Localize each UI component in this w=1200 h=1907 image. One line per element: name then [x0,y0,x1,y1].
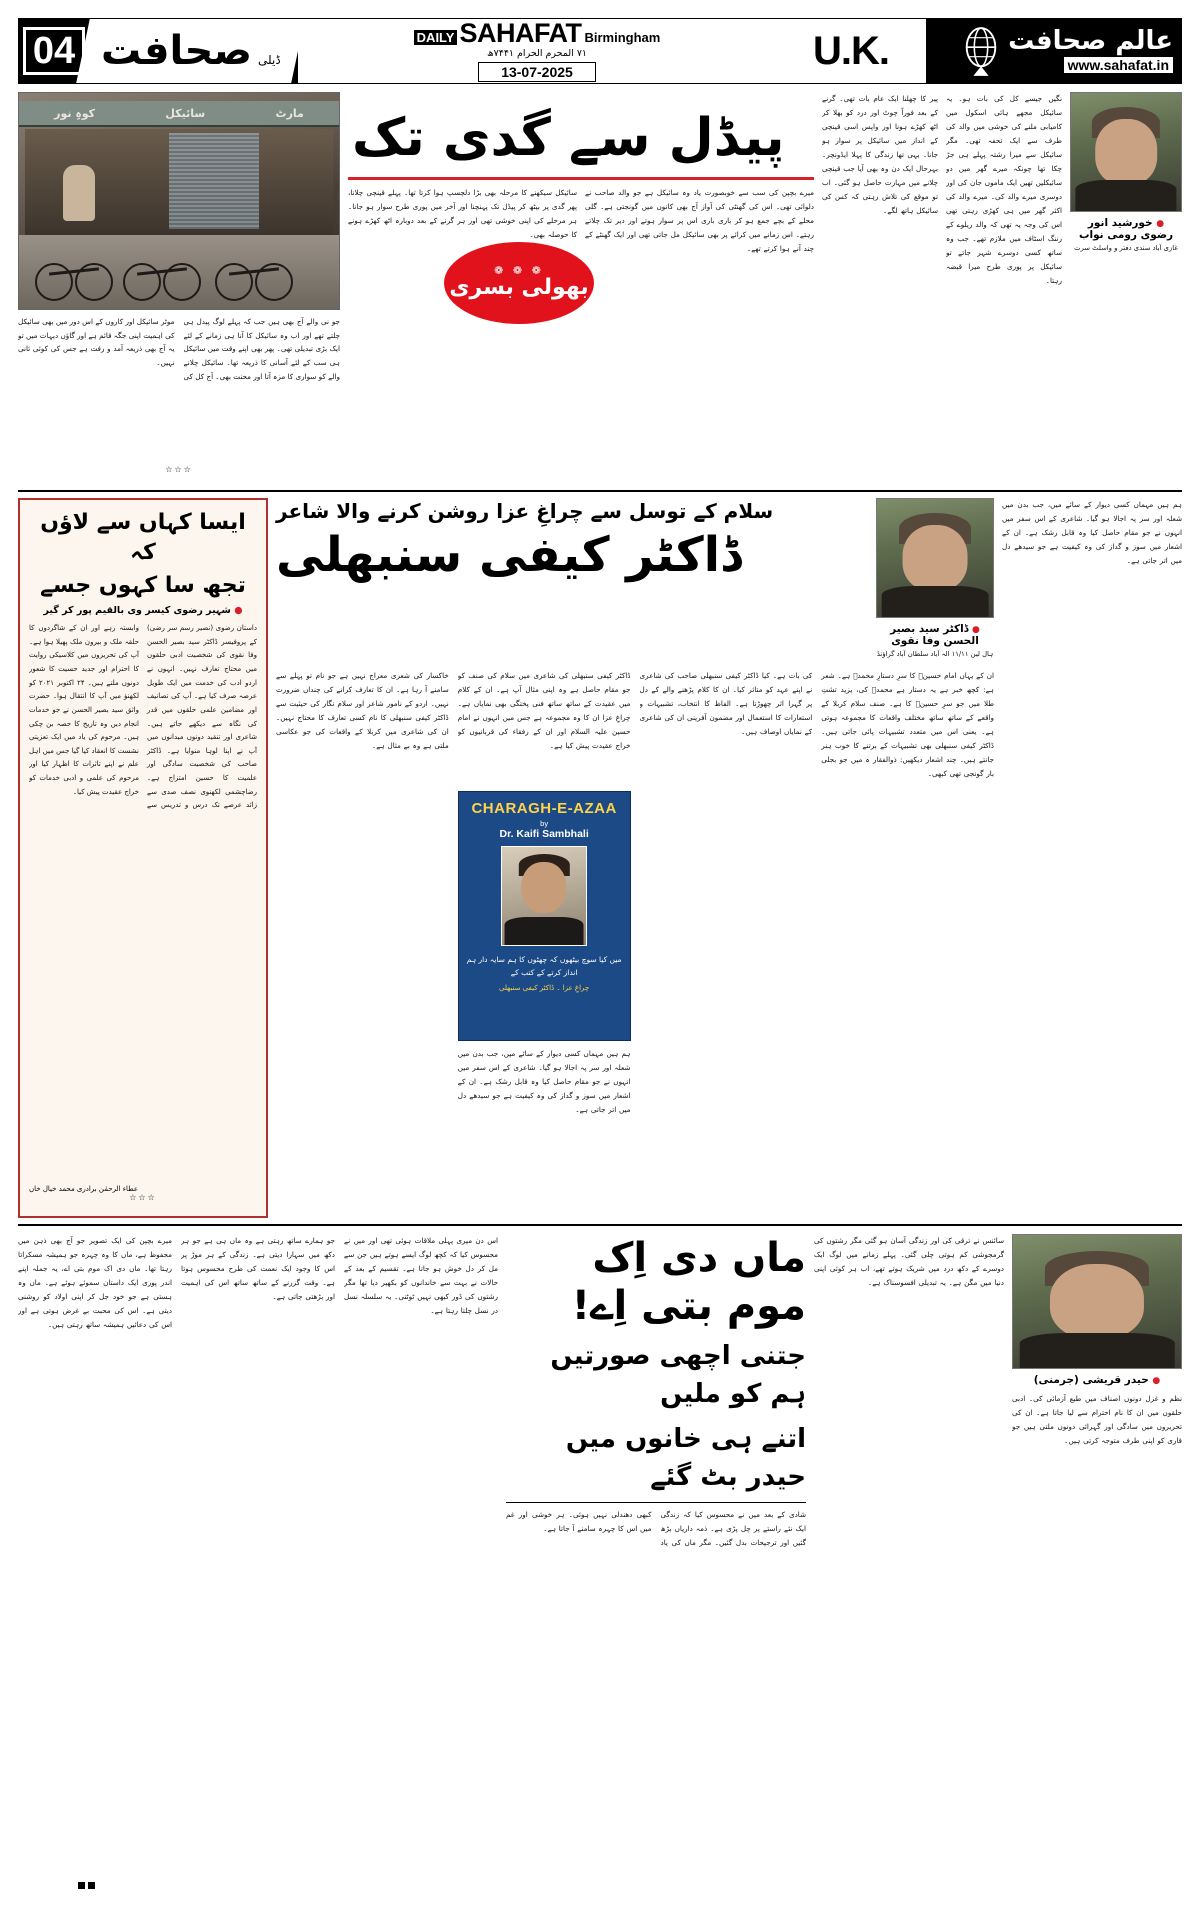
masthead-center [298,19,776,83]
top-article-main [348,92,814,484]
middle-col2-text-top: ڈاکٹر کیفی سنبھلی کی شاعری میں سلام کی صنف کو جو مقام حاصل ہے وہ اپنی مثال آپ ہے۔ ان کے کلام میں عقیدت کے ساتھ ساتھ فنی پختگی بھی نمایاں ہے۔ چراغِ عزا ان کا وہ مجموعہ ہے جس میں انہوں نے امام حسین علیہ السلام اور ان کے رفقاء کی قربانیوں کو خراج عقیدت پیش کیا ہے۔ [457,670,631,750]
book-author-photo [501,846,587,946]
bottom-article-headline-1: ماں دی اِک موم بتی اِے! [571,1235,806,1329]
issue-date: 13-07-2025 [478,62,596,82]
section-rule-1 [18,490,1182,492]
page-footer-mark [78,1874,98,1893]
middle-article-col-3: کی بات ہے۔ کیا ڈاکٹر کیفی سنبھلی صاحب کی شاعری نے اپنے عہد کو متاثر کیا۔ ان کا کلام پڑھنے والے کے دل پر گہرا اثر چھوڑتا ہے۔ الفاظ کا انتخاب، تشبیہات و استعارات کا استعمال اور مضمون آفرینی ان کی شاعری کے نمایاں اوصاف ہیں۔ [639,670,813,736]
paper-city: Birmingham [584,30,661,45]
author-name: ● خورشید انور رضوی رومی نواب [1078,217,1174,241]
top-article-photo-block [18,92,340,484]
urdu-logo [76,19,305,83]
top-article-col-5: نگیں جیسے کل کی بات ہو۔ یہ سائیکل مجھے ہائی اسکول میں کامیابی ملنے کی خوشی میں والد کی طرف سے ایک تحفہ تھی۔ مگر سائیکل سے میرا رشتہ پہلے ہی جڑ چکا تھا چونکہ میرے گھر میں دو سائیکلیں تھیں ایک ماموں جان کی اور دوسری میرے والد کی۔ میرے والد کی اکثر گھر میں ہی کھڑی رہتی تھی اس کی وجہ یہ تھی کہ والد ریلوے کے رننگ اسٹاف میں ملازم تھے۔ جب وہ ساتھ کسی دوسرے شہر جاتے تو سائیکل پر پوری طرح میرا قبضہ رہتا۔ [946,94,1062,286]
middle-article-kicker: سلام کے توسل سے چراغِ عزا روشن کرنے والا شاعر [276,499,774,523]
urdu-logo-text: صحافت [100,28,252,74]
top-article-col-3: سائیکل سیکھنے کا مرحلہ بھی بڑا دلچسپ ہوا کرتا تھا۔ پہلے قینچی چلانا، پھر گدی پر بیٹھ کر پیڈل تک پہنچنا اور آخر میں پوری طرح سوار ہو جانا۔ ہر مرحلے کی اپنی خوشی تھی اور ہر گرنے کے بعد دوبارہ اٹھ کھڑے ہونے کا حوصلہ بھی۔ [348,187,577,239]
article-dr-kaifi-sambhali [18,498,1182,1218]
bottom-article-headline-3: اتنے ہی خانوں میں حیدر بٹ گئے [565,1424,806,1493]
edition-label: U.K. [776,19,926,83]
cycle-shop-photo: کوہِ نور سائیکل مارٹ [18,92,340,310]
photo-caption: جو نی والے آج بھی ہیں جب کہ پہلے لوگ پیدل ہی چلتے تھے اور اب وہ سائیکل کا آنا ہی زمانے کے لئے ایک بڑی تبدیلی تھی۔ پھر بھی اپنے وقت میں سائیکل ہی سب کے لئے آسانی کا ذریعہ تھا۔ سائیکل چلانے والے کو سواری کا مزہ آتا اور محنت بھی۔ آج کل کی موٹر سائیکل اور کاروں کے اس دور میں بھی سائیکل کی اہمیت اپنی جگہ قائم ہے اور گاؤں دیہات میں تو یہ آج بھی ذریعہ آمد و رفت ہے جس کی کوئی ثانی نہیں۔ [18,317,340,381]
badge-text: بھولی بسری [449,275,589,301]
top-article-col-4: پیر کا چھلنا ایک عام بات تھی۔ گرنے کے بعد فوراً چوٹ اور درد کو بھلا کر اٹھ کھڑے ہونا اور واپس اسی قینچی کے انداز میں سائیکل پر سوار ہو جانا۔ یہی تھا زندگی کا پہلا ایڈونچر۔ بہرحال ایک دن وہ بھی آیا جب قینچی چلانے میں مہارت حاصل ہو گئی۔ اب تو موقع کی تلاش رہتی کہ کس کی سائیکل ہاتھ لگے۔ [822,94,938,216]
article-maa-di-ik-moombatti [18,1234,1182,1874]
middle-article-col-1: خاکسار کی شعری معراج نہیں ہے جو نام تو پہلے سے سامنے آ رہا ہے۔ ان کا تعارف کرانے کی چنداں ضرورت نہیں۔ اردو کے نامور شاعر اور سلام نگار کی حیثیت سے ڈاکٹر کیفی سنبھلی کا نام کسی تعارف کا محتاج نہیں۔ ان کی شاعری میں کربلا کے واقعات کی جو عکاسی ملتی ہے وہ بے مثال ہے۔ [276,670,449,750]
bottom-article-author-block [1012,1234,1182,1874]
poem-body-text: داستان رضوی (نصیر رسم سر رضی) کے پروفیسر ڈاکٹر سید بصیر الحسن وفا نقوی کی شخصیت ادبی حلقوں میں محتاج تعارف نہیں۔ انہوں نے اردو ادب کی خدمت میں ایک طویل عرصہ صرف کیا ہے۔ آپ کی تصانیف اور مضامین علمی حلقوں میں قدر کی نگاہ سے دیکھے جاتے ہیں۔ شاعری اور تنقید دونوں میدانوں میں آپ نے اپنا لوہا منوایا ہے۔ ڈاکٹر صاحب کی شخصیت سادگی اور علمیت کا حسین امتزاج ہے۔ رضاچشمی لکھنوی نصف صدی سے زائد عرصے تک درس و تدریس سے وابستہ رہے اور ان کے شاگردوں کا حلقہ ملک و بیرون ملک پھیلا ہوا ہے۔ آپ کی تحریروں میں کلاسیکی روایت کا احترام اور جدید حسیت کا شعور دونوں ملتے ہیں۔ ۲۴ اکتوبر ۲۰۲۱ کو لکھنؤ میں آپ کا انتقال ہوا۔ حضرت واثق سید بصیر الحسن نے جو خدمات انجام دیں وہ تاریخ کا حصہ بن چکی ہیں۔ مرحوم کی یاد میں ایک تعزیتی نشست کا انعقاد کیا گیا جس میں اہل علم نے اپنے تاثرات کا اظہار کیا اور مرحوم کی علمی و ادبی خدمات کو خراج عقیدت پیش کیا۔ [29,624,257,810]
bottom-article-columns [18,1234,498,1874]
urdu-logo-sup: ڈیلی [257,53,281,67]
section-divider-stars: ☆☆☆ [129,1193,157,1203]
middle-article-col-2 [458,669,631,1218]
bottom-article-col-5: سائنس نے ترقی کی اور زندگی آسان ہو گئی مگر رشتوں کی گرمجوشی کم ہوتی چلی گئی۔ پہلے زمانے میں لوگ ایک دوسرے کے دکھ درد میں شریک ہوتے تھے، اب ہر کوئی اپنی دنیا میں مگن ہے۔ یہ تبدیلی افسوسناک ہے۔ [814,1236,1004,1288]
website-url[interactable]: www.sahafat.in [1064,57,1173,73]
poem-tribute-box [18,498,268,1218]
globe-icon [960,26,1002,76]
author-name: ● ڈاکٹر سید بصیر الحسن وفا نقوی [890,623,980,647]
author-photo-basir-ul-hasan [876,498,994,618]
author-subtitle: ہال لین ۱۱/۱۱ الہ آباد سلطان آباد گراؤنڈ [876,650,994,658]
middle-article-author-block [876,498,994,661]
alam-sahafat-logo: عالم صحافت [1008,26,1173,56]
poem-title-line1: ایسا کہاں سے لاؤں کہ [40,510,246,565]
middle-article-col-5: ہم ہیں مہماں کسی دیوار کے سائے میں، جب بدن میں شعلہ اور سر پہ اجالا ہو گیا۔ شاعری کے اس سفر میں انہوں نے جو مقام حاصل کیا وہ قابل رشک ہے۔ ان کے اشعار میں سوز و گداز کی وہ کیفیت ہے جو سیدھے دل میں اتر جاتی ہے۔ [1002,500,1182,566]
poem-credit: عطاء الرحمٰن برادری محمد خیال خاں [29,1185,139,1194]
masthead-right [926,19,1181,83]
bottom-article-columns-right [814,1234,1004,1874]
poem-author: ● شہیر رضوی کیسر وی بالقیم پور کر گیر [43,605,243,617]
bullet-icon: ● [1156,219,1165,229]
head-rule [506,1502,806,1503]
middle-article-main [276,498,994,1218]
author-subtitle: غازی آباد سندی دفتر و واسلٹ سرت [1074,244,1178,252]
section-divider-stars: ☆☆☆ [165,465,193,474]
badge-flowers: ❁ ❁ ❁ [494,264,544,278]
book-title: CHARAGH-E-AZAA [471,799,617,817]
red-rule [348,177,814,180]
page-number: 04 [23,27,85,75]
bottom-article-col-4: شادی کے بعد میں نے محسوس کیا کہ زندگی ایک نئے راستے پر چل پڑی ہے۔ ذمہ داریاں بڑھ گئیں اور ترجیحات بدل گئیں۔ مگر ماں کی یاد کبھی دھندلی نہیں ہوئی۔ ہر خوشی اور غم میں اس کا چہرہ سامنے آ جاتا ہے۔ [506,1509,806,1547]
poem-title-line2: تجھ سا کہوں جسے [40,573,246,599]
bullet-icon: ● [1152,1376,1161,1386]
middle-article-col-4: ان کے یہاں امام حسینؑ کا سرِ دستارِ محمدؐ ہے۔ شعر ہے: کچھ خبر ہے یہ دستار ہے محمدؐ کی، یزید تشتِ طلا میں جو سرِ حسینؑ کا ہے۔ صنف سلام کربلا کے واقعے کے ساتھ ساتھ مختلف واقعات کا مجموعہ ہوتی ہے۔ یعنی اس میں متعدد تشبیہات پائی جاتی ہیں۔ ڈاکٹر کیفی سنبھلی بھی تشبیہات کے برتنے کا خوب ہنر جانتے ہیں۔ چند اشعار دیکھیں: ذوالفقار ہ میں جو بجلی بار گونجی تھی کبھی۔ [821,670,994,778]
bottom-article-col-1: میرے بچپن کی ایک تصویر جو آج بھی ذہن میں محفوظ ہے، ماں کا وہ چہرہ جو ہمیشہ مسکراتا رہتا تھا۔ ماں دی اک موم بتی اے، یہ جملہ اپنے اندر پوری ایک داستان سموئے ہوئے ہے۔ ماں وہ ہستی ہے جو خود جل کر اپنی اولاد کو روشنی دیتی ہے۔ اس کی محبت بے غرض ہوتی ہے اور اس کی دعائیں ہمیشہ ساتھ رہتی ہیں۔ [18,1236,172,1330]
bottom-article-head-block [506,1234,806,1874]
paper-name: SAHAFAT [459,18,582,48]
top-article-headline: پیڈل سے گدی تک [352,108,785,168]
bhooli-bisri-badge [444,242,594,324]
book-by-label: by [540,818,549,828]
author-photo-haider-qureshi [1012,1234,1182,1369]
top-article-author-block [1070,92,1182,484]
bottom-article-col-2: جو ہمارے ساتھ رہتی ہے وہ ماں ہی ہے جو ہر دکھ میں سہارا دیتی ہے۔ زندگی کے ہر موڑ پر اس کا وجود ایک نعمت کی طرح محسوس ہوتا ہے۔ وقت گزرنے کے ساتھ ساتھ اس کی اہمیت اور بڑھتی جاتی ہے۔ [181,1236,335,1302]
book-author: Dr. Kaifi Sambhali [499,827,589,840]
book-publisher-line: چراغِ عزا ۔ ڈاکٹر کیفی سنبھلی [499,983,590,992]
bottom-article-col-3: اس دن میری پہلی ملاقات ہوئی تھی اور میں نے محسوس کیا کہ کچھ لوگ ایسے ہوتے ہیں جن سے مل کر دل خوش ہو جاتا ہے۔ تقسیم کے بعد کے حالات نے بہت سے خاندانوں کو بکھیر دیا تھا مگر رشتوں کی ڈور کبھی نہیں ٹوٹتی۔ یہ سلسلہ نسل در نسل چلتا رہتا ہے۔ [344,1236,498,1316]
book-cover-charagh-e-azaa [458,791,631,1041]
middle-col2-text-bottom: ہم ہیں مہماں کسی دیوار کے سائے میں، جب بدن میں شعلہ اور سر پہ اجالا ہو گیا۔ شاعری کے اس سفر میں انہوں نے جو مقام حاصل کیا وہ قابل رشک ہے۔ ان کے اشعار میں سوز و گداز کی وہ کیفیت ہے جو سیدھے دل میں اتر جاتی ہے۔ [457,1048,631,1114]
article-pedal-se-gadi-tak [18,92,1182,484]
author-name: ● حیدر قریشی (جرمنی) [1033,1374,1161,1386]
bottom-article-col-6: نظم و غزل دونوں اصناف میں طبع آزمائی کی۔ ادبی حلقوں میں ان کا نام احترام سے لیا جاتا ہے۔ ان کی تحریروں میں سادگی اور گہرائی دونوں ملتی ہیں جو قاری کو اپنی طرف متوجہ کرتی ہیں۔ [1012,1394,1182,1446]
book-cover-verse: میں کیا سوچ بیٹھوں کہ چھٹوں کا ہم سایہ دار ہم انداز کرتے کے کتب کے [466,954,622,978]
top-article-right [822,92,1182,484]
daily-label: DAILY [414,30,458,45]
middle-article-headline: ڈاکٹر کیفی سنبھلی [276,527,742,583]
bottom-article-headline-2: جتنی اچھی صورتیں ہم کو ملیں [550,1341,806,1409]
author-photo-khursheed [1070,92,1182,212]
section-rule-2 [18,1224,1182,1226]
masthead [18,18,1182,84]
hijri-date: ۷۱ المحرم الحرام ۷۴۴۱ھ [486,48,588,59]
top-article-col-2: میرے بچپن کی سب سے خوبصورت یاد وہ سائیکل ہے جو والد صاحب نے دلوائی تھی۔ اس کی گھنٹی کی آواز آج بھی کانوں میں گونجتی ہے۔ گلی محلے کے بچے جمع ہو کر باری باری اس پر سوار ہوتے اور دیر تک چلاتے رہتے۔ اس زمانے میں کرائے پر بھی سائیکل مل جاتی تھی اور ایک گھنٹے کے چند آنے ہوا کرتے تھے۔ [585,187,814,253]
bullet-icon: ● [234,605,243,617]
bullet-icon: ● [972,625,980,635]
